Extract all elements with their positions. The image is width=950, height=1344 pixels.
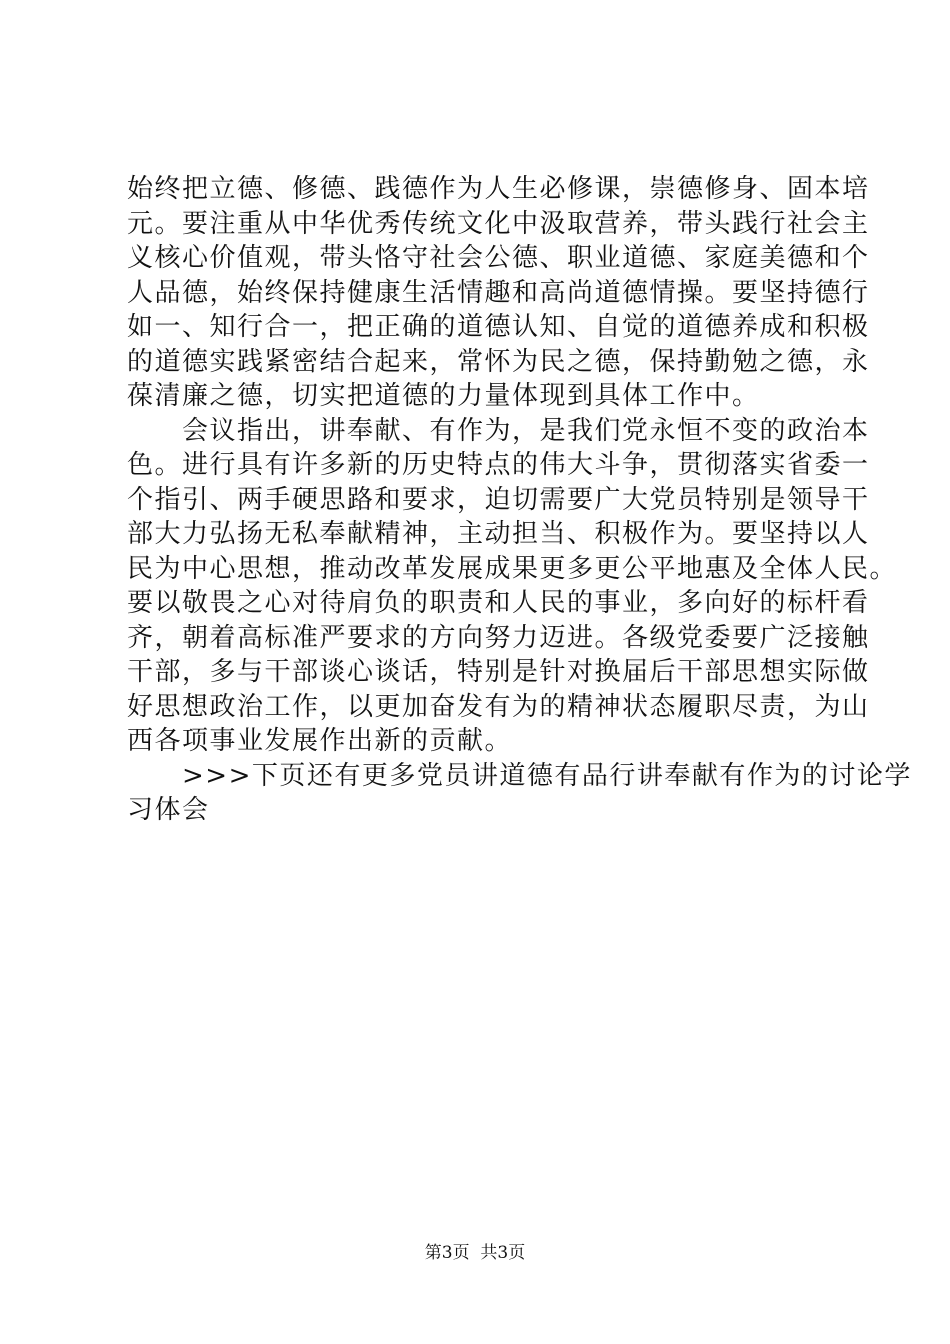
text-line: 要以敬畏之心对待肩负的职责和人民的事业，多向好的标杆看 bbox=[127, 588, 870, 618]
body-text bbox=[127, 172, 912, 828]
text-line: 色。进行具有许多新的历史特点的伟大斗争，贯彻落实省委一 bbox=[127, 450, 870, 480]
text-line: 好思想政治工作，以更加奋发有为的精神状态履职尽责，为山 bbox=[127, 691, 870, 722]
next-page-link: >>>下页还有更多党员讲道德有品行讲奉献有作为的讨论学 bbox=[127, 760, 912, 791]
text-line: 民为中心思想，推动改革发展成果更多更公平地惠及全体人民。 bbox=[127, 553, 898, 584]
text-line: 齐，朝着高标准严要求的方向努力迈进。各级党委要广泛接触 bbox=[127, 622, 870, 653]
text-line: 葆清廉之德，切实把道德的力量体现到具体工作中。 bbox=[127, 381, 760, 411]
text-line: 习体会 bbox=[127, 795, 210, 825]
text-line: 干部，多与干部谈心谈话，特别是针对换届后干部思想实际做 bbox=[127, 657, 870, 687]
text-line: 个指引、两手硬思路和要求，迫切需要广大党员特别是领导干 bbox=[127, 484, 870, 515]
text-line: 义核心价值观，带头恪守社会公德、职业道德、家庭美德和个 bbox=[127, 243, 870, 273]
text-line: 元。要注重从中华优秀传统文化中汲取营养，带头践行社会主 bbox=[127, 208, 870, 239]
page-footer: 第3页 共3页 bbox=[424, 1243, 526, 1263]
text-line: 的道德实践紧密结合起来，常怀为民之德，保持勤勉之德，永 bbox=[127, 346, 870, 377]
text-line: 如一、知行合一，把正确的道德认知、自觉的道德养成和积极 bbox=[127, 312, 870, 342]
text-line: 会议指出，讲奉献、有作为，是我们党永恒不变的政治本 bbox=[127, 415, 870, 446]
text-line: 部大力弘扬无私奉献精神，主动担当、积极作为。要坚持以人 bbox=[127, 519, 870, 549]
text-line: 西各项事业发展作出新的贡献。 bbox=[127, 726, 513, 756]
text-line: 始终把立德、修德、践德作为人生必修课，崇德修身、固本培 bbox=[127, 174, 870, 204]
text-line: 人品德，始终保持健康生活情趣和高尚道德情操。要坚持德行 bbox=[127, 277, 870, 308]
